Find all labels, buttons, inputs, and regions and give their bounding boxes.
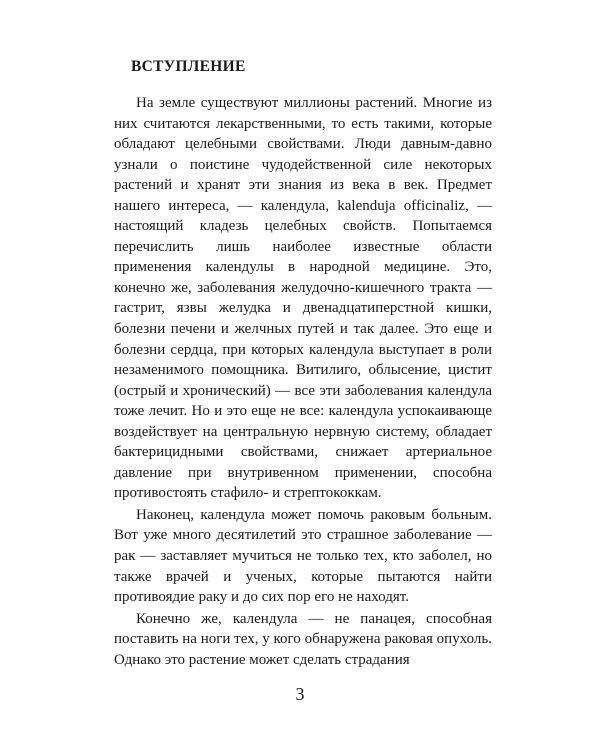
chapter-heading: ВСТУПЛЕНИЕ xyxy=(131,58,246,75)
paragraph: Наконец, календула может помочь раковым больным. Вот уже много десятилетий это страшное заболевание — рак — заставляет мучиться не только тех, кто заболел, но также врачей и ученых, которые пытаются найти противоядие раку и до сих пор его не находят. xyxy=(114,506,492,606)
body-text xyxy=(114,93,492,670)
page-number: 3 xyxy=(295,684,305,704)
paragraph: На земле существуют миллионы растений. Многие из них считаются лекарственными, то есть такими, которые обладают целебными свойствами. Люди давным-давно узнали о поистине чудодейственной силе некоторых растений и хранят эти знания из века в век. Предмет нашего интереса, — календула, kalenduja officinaliz, — настоящий кладезь целебных свойств. Попытаемся перечислить лишь наиболее известные области применения календулы в народной медицине. Это, конечно же, заболевания желудочно-кишечного тракта — гастрит, язвы желудка и двенадцатиперстной кишки, болезни печени и желчных путей и так далее. Это еще и болезни сердца, при которых календула выступает в роли незаменимого помощника. Витилиго, облысение, цистит (острый и хронический) — все эти заболевания календула тоже лечит. Но и это еще не все: календула успокаивающе воздействует на центральную нервную систему, обладает бактерицидными свойствами, снижает артериальное давление при внутривенном применении, способна противостоять стафило- и стрептококкам. xyxy=(114,95,492,502)
paragraph: Конечно же, календула — не панацея, способная поставить на ноги тех, у кого обнаружена раковая опухоль. Однако это растение может сделать страдания xyxy=(114,610,492,668)
